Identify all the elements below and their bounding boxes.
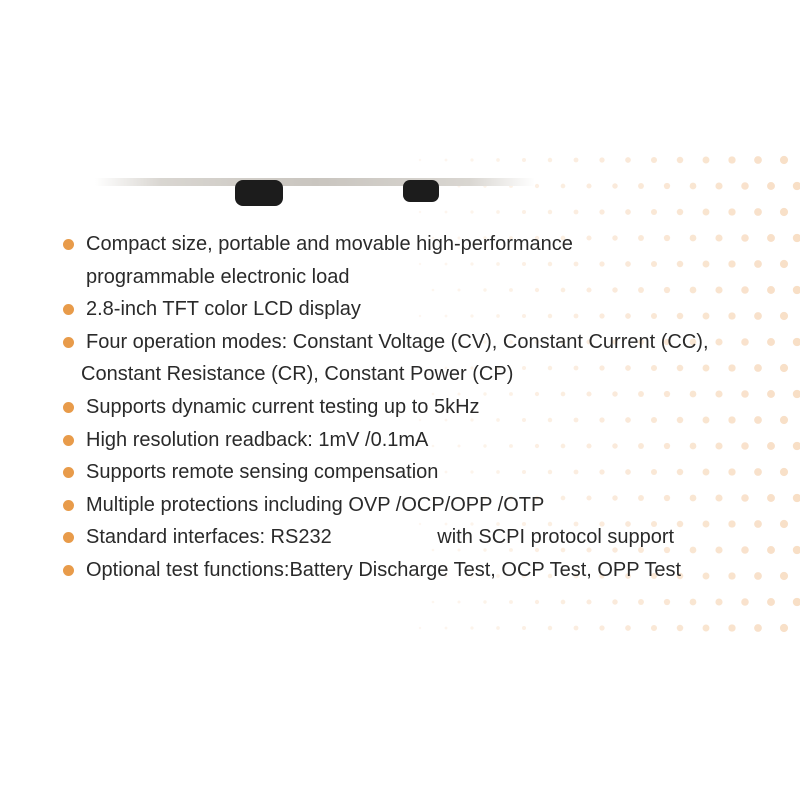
feature-text: Compact size, portable and movable high-performance xyxy=(86,233,573,255)
halftone-dot xyxy=(664,183,670,189)
halftone-dot xyxy=(728,156,735,163)
halftone-dot xyxy=(690,599,697,606)
halftone-dot xyxy=(703,209,710,216)
feature-text: 2.8-inch TFT color LCD display xyxy=(86,298,361,321)
halftone-dot xyxy=(664,599,670,605)
halftone-dot xyxy=(586,183,591,188)
halftone-dot xyxy=(741,182,749,190)
halftone-dot xyxy=(522,158,526,162)
halftone-dot xyxy=(599,209,604,214)
halftone-dot xyxy=(638,599,644,605)
halftone-dot xyxy=(496,158,500,162)
halftone-dot xyxy=(793,182,800,190)
halftone-dot xyxy=(728,208,735,215)
halftone-dot xyxy=(715,598,722,605)
feature-item-modes xyxy=(0,326,800,391)
halftone-dot xyxy=(548,210,552,214)
halftone-dot xyxy=(741,598,749,606)
halftone-dot xyxy=(625,625,631,631)
halftone-dot xyxy=(483,600,486,603)
feature-text: programmable electronic load xyxy=(86,265,350,288)
halftone-dot xyxy=(419,627,421,629)
halftone-dot xyxy=(574,158,579,163)
halftone-dot xyxy=(599,157,604,162)
halftone-dot xyxy=(754,156,762,164)
halftone-dot xyxy=(470,626,473,629)
feature-text: Constant Resistance (CR), Constant Power (CP) xyxy=(81,363,514,386)
feature-item-readback xyxy=(0,424,800,457)
device-base-image xyxy=(95,178,535,212)
halftone-dot xyxy=(767,598,775,606)
halftone-dot xyxy=(703,157,710,164)
feature-text: Multiple protections including OVP /OCP/OPP /OTP xyxy=(86,493,545,516)
halftone-dot xyxy=(780,208,788,216)
halftone-dot xyxy=(677,157,684,164)
halftone-dot xyxy=(445,627,448,630)
halftone-dot xyxy=(470,158,473,161)
halftone-dot xyxy=(754,208,762,216)
halftone-dot xyxy=(677,625,684,632)
halftone-dot xyxy=(728,624,735,631)
halftone-dot xyxy=(703,625,710,632)
halftone-dot xyxy=(574,626,579,631)
halftone-dot xyxy=(638,183,644,189)
feature-item-compact xyxy=(0,228,800,293)
feature-text: Supports remote sensing compensation xyxy=(86,461,439,484)
halftone-dot xyxy=(651,625,657,631)
feature-item-interfaces xyxy=(0,521,800,554)
halftone-dot xyxy=(535,600,539,604)
feature-item-dynamic xyxy=(0,391,800,424)
feature-item-optional-tests xyxy=(0,554,800,587)
halftone-dot xyxy=(651,209,657,215)
feature-text: Supports dynamic current testing up to 5kHz xyxy=(86,395,480,418)
halftone-dot xyxy=(561,600,566,605)
halftone-dot xyxy=(548,626,552,630)
feature-item-protections xyxy=(0,489,800,522)
feature-text-row xyxy=(86,521,800,554)
halftone-dot xyxy=(767,182,775,190)
feature-list xyxy=(0,228,800,587)
halftone-dot xyxy=(522,626,526,630)
feature-text: Optional test functions:Battery Discharge Test, OCP Test, OPP Test xyxy=(86,558,682,581)
feature-item-sensing xyxy=(0,456,800,489)
halftone-dot xyxy=(625,209,631,215)
halftone-dot xyxy=(612,183,617,188)
halftone-dot xyxy=(548,158,552,162)
halftone-dot xyxy=(599,625,604,630)
halftone-dot xyxy=(561,184,566,189)
halftone-dot xyxy=(780,624,788,632)
halftone-dot xyxy=(535,184,539,188)
halftone-dot xyxy=(625,157,631,163)
halftone-dot xyxy=(690,183,697,190)
halftone-dot xyxy=(677,209,684,216)
halftone-dot xyxy=(793,598,800,606)
feature-text: with SCPI protocol support xyxy=(437,526,675,549)
halftone-dot xyxy=(496,626,500,630)
halftone-dot xyxy=(715,182,722,189)
halftone-dot xyxy=(457,600,460,603)
halftone-dot xyxy=(651,157,657,163)
feature-text: Four operation modes: Constant Voltage (CV), Constant Current (CC), xyxy=(86,330,709,353)
halftone-dot xyxy=(432,601,435,604)
halftone-dot xyxy=(754,624,762,632)
halftone-dot xyxy=(780,156,788,164)
halftone-dot xyxy=(586,599,591,604)
halftone-dot xyxy=(509,600,513,604)
halftone-dot xyxy=(419,159,421,161)
halftone-dot xyxy=(612,599,617,604)
feature-text: Standard interfaces: RS232 xyxy=(86,526,338,549)
feature-text: High resolution readback: 1mV /0.1mA xyxy=(86,428,429,451)
halftone-dot xyxy=(574,210,579,215)
halftone-dot xyxy=(445,159,448,162)
feature-item-display xyxy=(0,293,800,326)
